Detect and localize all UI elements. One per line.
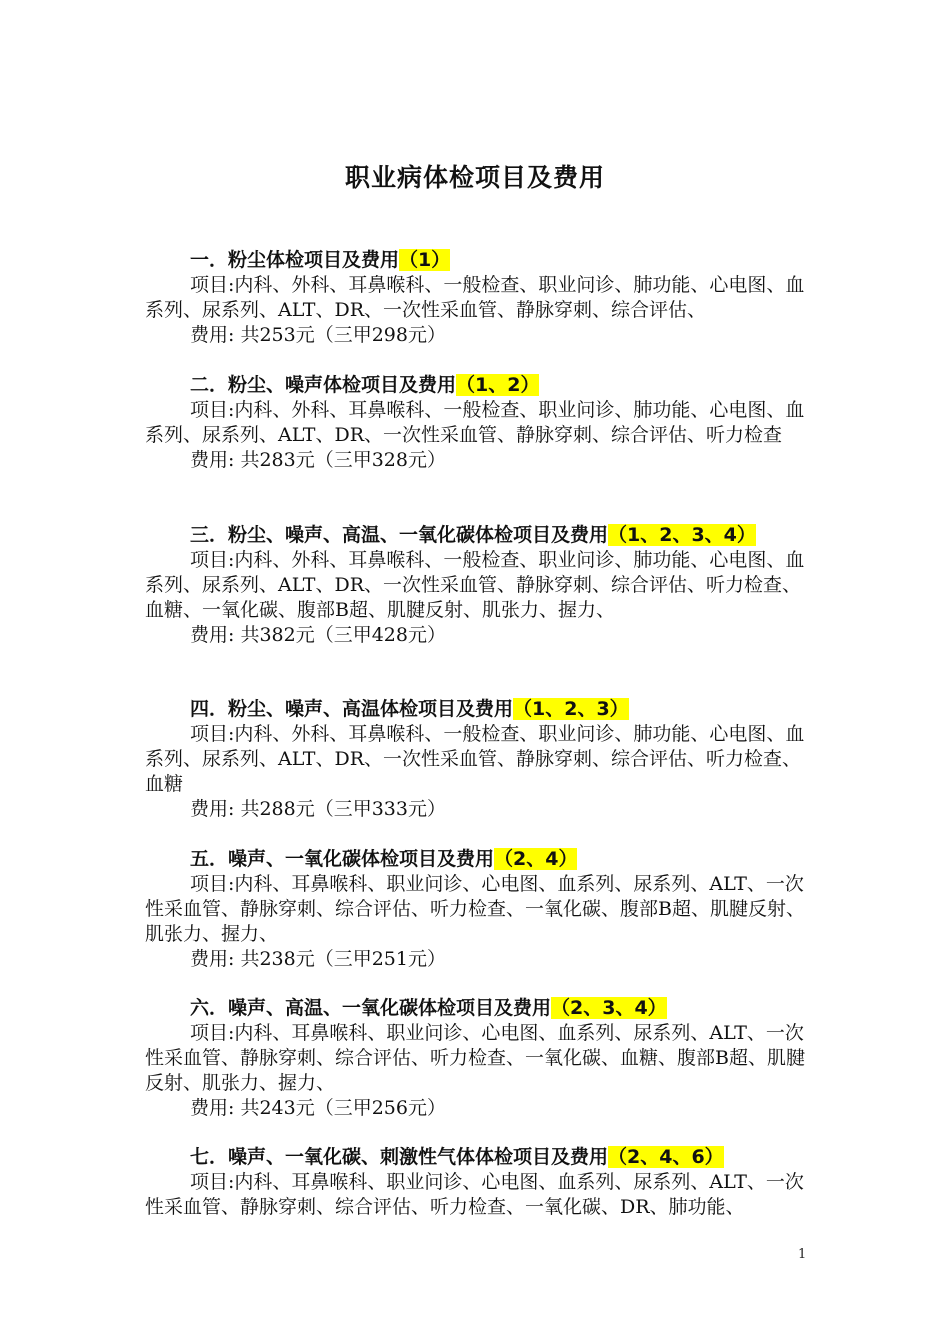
section-items: 项目:内科、外科、耳鼻喉科、一般检查、职业问诊、肺功能、心电图、血系列、尿系列、ALT、DR、一次性采血管、静脉穿刺、综合评估、听力检查 [145, 399, 805, 446]
hazard-code-highlight: （2、3、4） [551, 997, 667, 1019]
section-fee: 费用: 共243元（三甲256元） [190, 1097, 446, 1119]
section-6 [145, 996, 815, 1121]
heading-text: 二．粉尘、噪声体检项目及费用 [190, 374, 457, 396]
hazard-code-highlight: （2、4） [494, 848, 578, 870]
section-heading [145, 523, 815, 548]
section-fee: 费用: 共283元（三甲328元） [190, 449, 446, 471]
section-fee: 费用: 共288元（三甲333元） [190, 798, 446, 820]
section-heading [145, 248, 815, 273]
section-2 [145, 373, 815, 473]
heading-text: 七．噪声、一氧化碳、刺激性气体体检项目及费用 [190, 1146, 609, 1168]
hazard-code-highlight: （1） [399, 249, 451, 271]
section-heading [145, 373, 815, 398]
section-4 [145, 697, 815, 822]
section-fee: 费用: 共382元（三甲428元） [190, 624, 446, 646]
section-items: 项目:内科、外科、耳鼻喉科、一般检查、职业问诊、肺功能、心电图、血系列、尿系列、ALT、DR、一次性采血管、静脉穿刺、综合评估、 [145, 274, 805, 321]
section-heading [145, 847, 815, 872]
section-items: 项目:内科、耳鼻喉科、职业问诊、心电图、血系列、尿系列、ALT、一次性采血管、静脉穿刺、综合评估、听力检查、一氧化碳、腹部B超、肌腱反射、肌张力、握力、 [145, 873, 805, 945]
heading-text: 三．粉尘、噪声、高温、一氧化碳体检项目及费用 [190, 524, 609, 546]
hazard-code-highlight: （1、2） [456, 374, 540, 396]
section-items: 项目:内科、耳鼻喉科、职业问诊、心电图、血系列、尿系列、ALT、一次性采血管、静脉穿刺、综合评估、听力检查、一氧化碳、血糖、腹部B超、肌腱反射、肌张力、握力、 [145, 1022, 805, 1094]
section-items: 项目:内科、外科、耳鼻喉科、一般检查、职业问诊、肺功能、心电图、血系列、尿系列、ALT、DR、一次性采血管、静脉穿刺、综合评估、听力检查、血糖、一氧化碳、腹部B超、肌腱反射、肌张力、握力、 [145, 549, 805, 621]
heading-text: 六．噪声、高温、一氧化碳体检项目及费用 [190, 997, 552, 1019]
page-number: 1 [798, 1247, 807, 1262]
section-fee: 费用: 共253元（三甲298元） [190, 324, 446, 346]
heading-text: 四．粉尘、噪声、高温体检项目及费用 [190, 698, 514, 720]
section-fee: 费用: 共238元（三甲251元） [190, 948, 446, 970]
section-items: 项目:内科、耳鼻喉科、职业问诊、心电图、血系列、尿系列、ALT、一次性采血管、静脉穿刺、综合评估、听力检查、一氧化碳、DR、肺功能、 [145, 1171, 804, 1218]
section-3 [145, 523, 815, 648]
heading-text: 一．粉尘体检项目及费用 [190, 249, 400, 271]
section-7 [145, 1145, 815, 1220]
section-items: 项目:内科、外科、耳鼻喉科、一般检查、职业问诊、肺功能、心电图、血系列、尿系列、ALT、DR、一次性采血管、静脉穿刺、综合评估、听力检查、血糖 [145, 723, 805, 795]
hazard-code-highlight: （1、2、3、4） [608, 524, 756, 546]
page-title: 职业病体检项目及费用 [344, 163, 605, 192]
hazard-code-highlight: （2、4、6） [608, 1146, 724, 1168]
section-heading [145, 1145, 815, 1170]
section-heading [145, 697, 815, 722]
section-1 [145, 248, 815, 348]
section-heading [145, 996, 815, 1021]
section-5 [145, 847, 815, 972]
hazard-code-highlight: （1、2、3） [513, 698, 629, 720]
heading-text: 五．噪声、一氧化碳体检项目及费用 [190, 848, 495, 870]
